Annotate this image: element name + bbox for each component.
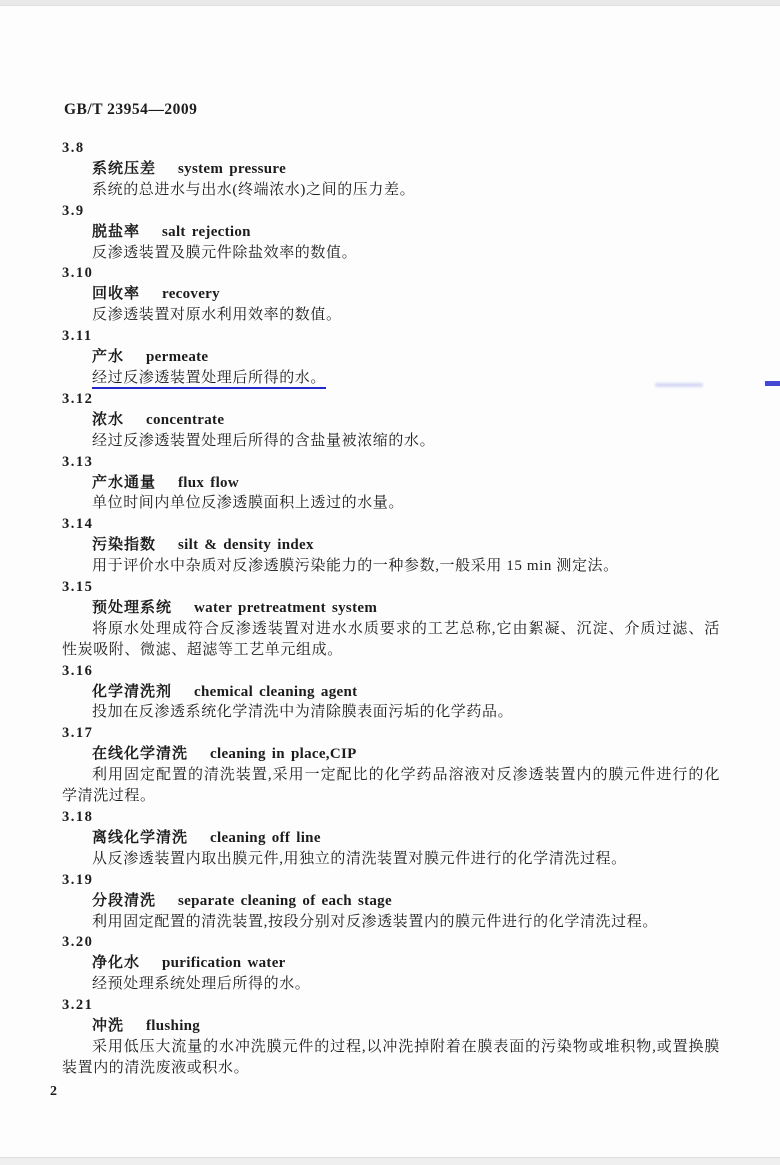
term-line (62, 347, 720, 368)
definition (62, 431, 720, 452)
term-english: purification water (162, 955, 286, 972)
definition (62, 912, 720, 933)
definition-text: 反渗透装置及膜元件除盐效率的数值。 (92, 244, 358, 261)
term-english: flux flow (178, 474, 239, 491)
term-english: chemical cleaning agent (194, 683, 358, 700)
term-chinese: 系统压差 (92, 160, 157, 177)
term-chinese: 污染指数 (92, 537, 157, 554)
term-line (62, 682, 720, 703)
term-line (62, 535, 720, 556)
section-number: 3.11 (62, 328, 93, 345)
term-section (62, 661, 720, 724)
term-chinese: 化学清洗剂 (92, 683, 173, 700)
term-section (62, 201, 720, 264)
section-number: 3.17 (62, 725, 94, 742)
definition (62, 765, 720, 807)
term-section (62, 807, 720, 870)
term-section (62, 723, 720, 807)
term-section (62, 452, 720, 515)
term-chinese: 离线化学清洗 (92, 829, 189, 846)
definition-text: 采用低压大流量的水冲洗膜元件的过程,以冲洗掉附着在膜表面的污染物或堆积物,或置换膜装置内的清洗废液或积水。 (62, 1038, 720, 1076)
section-number: 3.21 (62, 997, 94, 1014)
term-line (62, 598, 720, 619)
section-number: 3.12 (62, 390, 94, 407)
definition-text: 反渗透装置对原水利用效率的数值。 (92, 307, 342, 324)
term-section (62, 326, 720, 389)
term-chinese: 回收率 (92, 286, 141, 303)
term-section (62, 870, 720, 933)
definition-text: 系统的总进水与出水(终端浓水)之间的压力差。 (92, 181, 416, 198)
section-number: 3.16 (62, 662, 94, 679)
section-number: 3.10 (62, 265, 94, 282)
term-english: silt & density index (178, 537, 314, 554)
definition (62, 702, 720, 723)
term-chinese: 浓水 (92, 411, 125, 428)
term-section (62, 514, 720, 577)
term-line (62, 1016, 720, 1037)
term-section (62, 932, 720, 995)
page-number: 2 (50, 1084, 57, 1099)
section-number: 3.9 (62, 202, 85, 219)
definition-text: 经预处理系统处理后所得的水。 (92, 976, 311, 993)
section-number: 3.18 (62, 809, 94, 825)
definition (62, 1037, 720, 1079)
term-english: cleaning in place,CIP (210, 746, 357, 763)
definition (62, 974, 720, 995)
definition (62, 180, 720, 201)
section-number: 3.20 (62, 934, 94, 951)
term-section (62, 263, 720, 326)
definition (62, 493, 720, 514)
term-english: system pressure (178, 160, 287, 177)
term-chinese: 冲洗 (92, 1018, 125, 1035)
term-line (62, 473, 720, 494)
term-english: recovery (162, 286, 220, 303)
definition-text: 从反渗透装置内取出膜元件,用独立的清洗装置对膜元件进行的化学清洗过程。 (92, 850, 627, 867)
definition-text: 投加在反渗透系统化学清洗中为清除膜表面污垢的化学药品。 (92, 704, 514, 721)
term-chinese: 在线化学清洗 (92, 746, 189, 763)
term-line (62, 284, 720, 305)
definition-text: 经过反渗透装置处理后所得的含盐量被浓缩的水。 (92, 432, 436, 449)
definition (62, 243, 720, 264)
term-line (62, 744, 720, 765)
definition (62, 305, 720, 326)
section-number: 3.14 (62, 516, 94, 533)
section-number: 3.15 (62, 579, 94, 596)
definitions-list (62, 138, 720, 1079)
term-chinese: 产水通量 (92, 474, 157, 491)
standard-code: GB/T 23954—2009 (64, 101, 198, 118)
term-line (62, 222, 720, 243)
term-section (62, 389, 720, 452)
term-line (62, 953, 720, 974)
term-english: cleaning off line (210, 829, 321, 846)
section-number: 3.8 (62, 140, 85, 156)
section-number: 3.13 (62, 453, 94, 470)
definition-text: 用于评价水中杂质对反渗透膜污染能力的一种参数,一般采用 15 min 测定法。 (92, 558, 619, 575)
term-line (62, 891, 720, 912)
term-english: permeate (146, 349, 209, 366)
term-chinese: 产水 (92, 349, 125, 366)
term-section (62, 138, 720, 201)
term-chinese: 净化水 (92, 955, 141, 972)
term-chinese: 分段清洗 (92, 892, 157, 909)
scan-edge-bottom (0, 1157, 780, 1165)
definition (62, 556, 720, 577)
term-english: flushing (146, 1018, 201, 1035)
term-chinese: 脱盐率 (92, 223, 141, 240)
definition-text: 将原水处理成符合反渗透装置对进水水质要求的工艺总称,它由絮凝、沉淀、介质过滤、活性炭吸附、微滤、超滤等工艺单元组成。 (62, 620, 720, 658)
term-english: water pretreatment system (194, 599, 378, 616)
term-english: separate cleaning of each stage (178, 892, 392, 909)
scan-blue-dash (765, 381, 780, 386)
definition-text: 单位时间内单位反渗透膜面积上透过的水量。 (92, 495, 405, 512)
definition (62, 619, 720, 661)
term-english: salt rejection (162, 223, 251, 240)
term-english: concentrate (146, 411, 225, 428)
term-section (62, 577, 720, 661)
definition-text: 利用固定配置的清洗装置,采用一定配比的化学药品溶液对反渗透装置内的膜元件进行的化学清洗过程。 (62, 767, 720, 805)
definition (62, 368, 720, 389)
term-chinese: 预处理系统 (92, 599, 173, 616)
term-line (62, 159, 720, 180)
definition-text: 利用固定配置的清洗装置,按段分别对反渗透装置内的膜元件进行的化学清洗过程。 (92, 913, 658, 930)
definition-text: 经过反渗透装置处理后所得的水。 (92, 370, 326, 389)
definition (62, 849, 720, 870)
term-section (62, 995, 720, 1079)
term-line (62, 410, 720, 431)
section-number: 3.19 (62, 871, 94, 888)
term-line (62, 828, 720, 849)
scan-edge-top (0, 0, 780, 6)
